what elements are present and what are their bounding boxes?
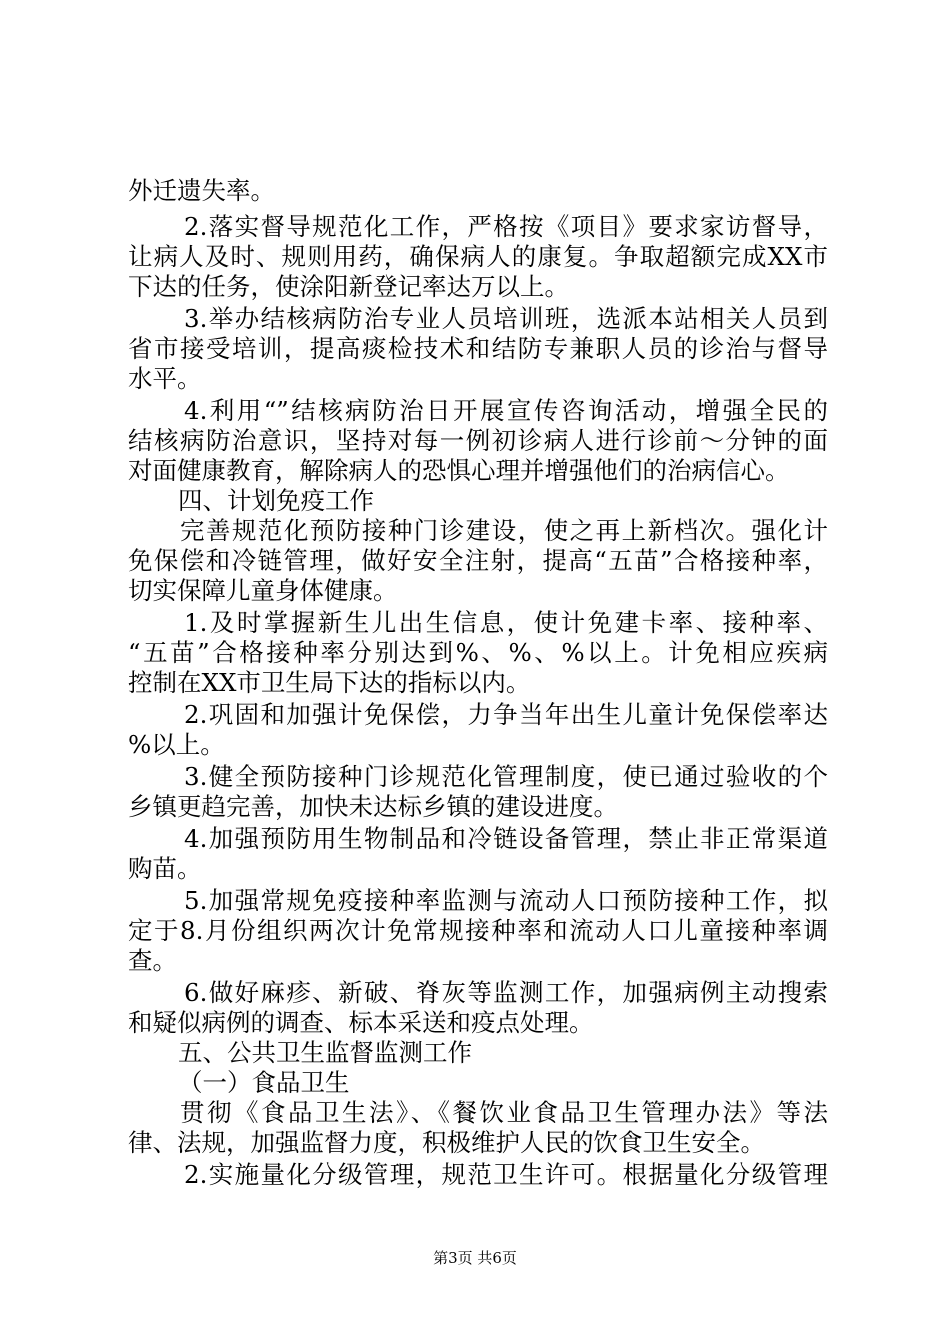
section-heading: 四、计划免疫工作 bbox=[178, 486, 374, 515]
text-line: 1.及时掌握新生儿出生信息，使计免建卡率、接种率、 bbox=[184, 608, 828, 637]
text-line: 水平。 bbox=[128, 364, 202, 393]
text-line: 查。 bbox=[128, 946, 177, 975]
text-line: 2.实施量化分级管理，规范卫生许可。根据量化分级管理 bbox=[184, 1160, 828, 1189]
section-heading: 五、公共卫生监督监测工作 bbox=[178, 1038, 472, 1067]
text-line: 5.加强常规免疫接种率监测与流动人口预防接种工作，拟 bbox=[184, 886, 828, 915]
page-footer: 第3页 共6页 bbox=[433, 1249, 517, 1267]
text-line: 3.举办结核病防治专业人员培训班，选派本站相关人员到 bbox=[184, 304, 828, 333]
text-line: 和疑似病例的调查、标本采送和疫点处理。 bbox=[128, 1008, 594, 1037]
text-line: 2.落实督导规范化工作，严格按《项目》要求家访督导， bbox=[184, 212, 828, 241]
text-line: 切实保障儿童身体健康。 bbox=[128, 576, 398, 605]
text-line: 4.利用“”结核病防治日开展宣传咨询活动，增强全民的 bbox=[184, 396, 828, 425]
text-line: 4.加强预防用生物制品和冷链设备管理，禁止非正常渠道 bbox=[184, 824, 828, 853]
text-line: 律、法规，加强监督力度，积极维护人民的饮食卫生安全。 bbox=[128, 1128, 765, 1157]
text-line: 完善规范化预防接种门诊建设，使之再上新档次。强化计 bbox=[180, 516, 828, 545]
text-line: 免保偿和冷链管理，做好安全注射，提高“五苗”合格接种率， bbox=[128, 546, 828, 575]
text-line: 外迁遗失率。 bbox=[128, 176, 275, 205]
text-line: 结核病防治意识，坚持对每一例初诊病人进行诊前～分钟的面 bbox=[128, 426, 828, 455]
text-line: 控制在XX市卫生局下达的指标以内。 bbox=[128, 668, 531, 697]
text-line: 6.做好麻疹、新破、脊灰等监测工作，加强病例主动搜索 bbox=[184, 978, 828, 1007]
text-line: 3.健全预防接种门诊规范化管理制度，使已通过验收的个 bbox=[184, 762, 828, 791]
text-line: 乡镇更趋完善，加快未达标乡镇的建设进度。 bbox=[128, 792, 618, 821]
text-line: 定于8.月份组织两次计免常规接种率和流动人口儿童接种率调 bbox=[128, 916, 828, 945]
text-line: 贯彻《食品卫生法》、《餐饮业食品卫生管理办法》等法 bbox=[180, 1098, 828, 1127]
text-line: 2.巩固和加强计免保偿，力争当年出生儿童计免保偿率达 bbox=[184, 700, 828, 729]
text-line: %以上。 bbox=[128, 730, 225, 759]
subsection-heading: （一）食品卫生 bbox=[178, 1068, 350, 1097]
text-line: 让病人及时、规则用药，确保病人的康复。争取超额完成XX市 bbox=[128, 242, 828, 271]
text-line: 购苗。 bbox=[128, 854, 202, 883]
text-line: “五苗”合格接种率分别达到%、%、%以上。计免相应疾病 bbox=[128, 638, 828, 667]
text-line: 对面健康教育，解除病人的恐惧心理并增强他们的治病信心。 bbox=[128, 456, 790, 485]
text-line: 省市接受培训，提高痰检技术和结防专兼职人员的诊治与督导 bbox=[128, 334, 828, 363]
text-line: 下达的任务，使涂阳新登记率达万以上。 bbox=[128, 272, 569, 301]
